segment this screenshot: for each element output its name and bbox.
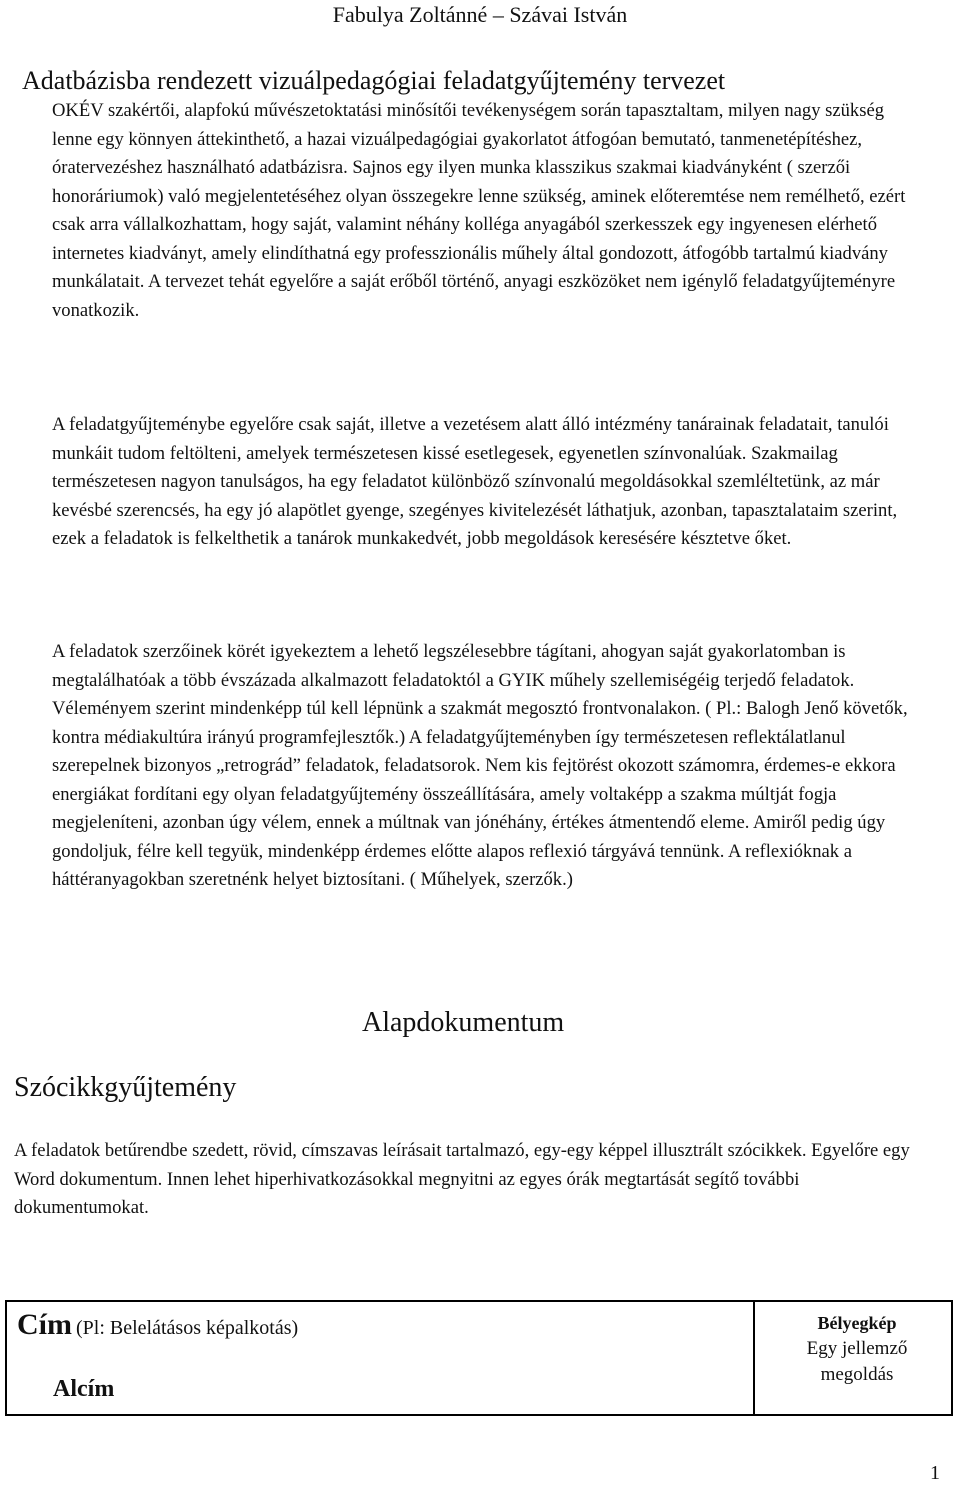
document-title: Adatbázisba rendezett vizuálpedagógiai feladatgyűjtemény tervezet xyxy=(22,66,726,95)
heading-szocikkgyujtemeny: Szócikkgyűjtemény xyxy=(14,1072,237,1103)
table-title-note: (Pl: Belelátásos képalkotás) xyxy=(76,1317,299,1339)
table-title-label: Cím xyxy=(17,1308,72,1341)
thumbnail-text-line-1: Egy jellemző xyxy=(806,1338,908,1359)
table-title-cell xyxy=(17,1308,298,1342)
table-subtitle-label: Alcím xyxy=(53,1376,115,1402)
table-thumbnail-cell xyxy=(763,1310,951,1388)
paragraph-szocikk: A feladatok betűrendbe szedett, rövid, címszavas leírásait tartalmazó, egy-egy képpel illusztrált szócikkek. Egyelőre egy Word dokumentum. Innen lehet hiperhivatkozásokkal megnyitni az egyes órák megtartását segítő további dokumentumokat. xyxy=(14,1140,910,1218)
paragraph-collection: A feladatgyűjteménybe egyelőre csak saját, illetve a vezetésem alatt álló intézmény tanárainak feladatait, tanulói munkáit tudom feltölteni, amelyek természetesen kissé esetlegesek, egyenetlen színvonalúak. Szakmailag természetesen nagyon tanulságos, ha egy feladatot különböző színvonalú megoldásokkal szemléltetünk, az már kevésbé szerencsés, ha egy jó alapötlet gyenge, szegényes kivitelezését láthatjuk, azonban, tapasztalataim szerint, ezek a feladatok is felkelthetik a tanárok munkakedvét, jobb megoldások keresésére késztetve őket. xyxy=(52,414,898,549)
paragraph-authors-scope: A feladatok szerzőinek körét igyekeztem a lehető legszélesebbre tágítani, ahogyan saját gyakorlatomban is megtalálhatóak a több évszázada alkalmazott feladatoktól a GYIK műhely szellemiségéig terjedő feladatok. Véleményem szerint mindenképp túl kell lépnünk a szakmát megosztó frontvonalakon. ( Pl.: Balogh Jenő követők, kontra médiakultúra irányú programfejlesztők.) A feladatgyűjteményben így természetesen reflektálatlanul szerepelnek bizonyos „retrográd” feladatok, feladatsorok. Nem kis fejtörést okozott számomra, érdemes-e ekkora energiákat fordítani egy olyan feladatgyűjtemény összeállítására, amely voltaképp a szakma múltját fogja megjeleníteni, azonban úgy vélem, ennek a múltnak van jónéhány, értékes átmentendő eleme. Amiről pedig úgy gondoljuk, félre kell tegyük, mindenképp érdemes előtte alapos reflexió tárgyává tennünk. A reflexióknak a háttéranyagokban szeretnénk helyet biztosítani. ( Műhelyek, szerzők.) xyxy=(52,641,908,890)
page-number: 1 xyxy=(930,1462,940,1484)
thumbnail-heading: Bélyegkép xyxy=(817,1313,897,1333)
paragraph-intro: OKÉV szakértői, alapfokú művészetoktatási minősítői tevékenységem során tapasztaltam, milyen nagy szükség lenne egy könnyen áttekinthető, a hazai vizuálpedagógiai gyakorlatot átfogóan bemutató, tanmenetépítéshez, óratervezéshez használható adatbázisra. Sajnos egy ilyen munka klasszikus szakmai kiadványként ( szerzői honoráriumok) való megjelentetéséhez olyan összegekre lenne szükség, aminek előteremtése nem remélhető, ezért csak arra vállalkozhattam, hogy saját, valamint néhány kolléga anyagából szerkesszek egy ingyenesen elérhető internetes kiadványt, amely elindíthatná egy professzionális műhely által gondozott, átfogóbb tartalmú kiadvány munkálatait. A tervezet tehát egyelőre a saját erőből történő, anyagi eszközöket nem igénylő feladatgyűjteményre vonatkozik. xyxy=(52,100,906,321)
table-column-divider xyxy=(753,1302,755,1414)
heading-alapdokumentum: Alapdokumentum xyxy=(362,1007,565,1038)
document-authors: Fabulya Zoltánné – Szávai István xyxy=(332,2,628,27)
entry-template-table xyxy=(5,1300,953,1416)
thumbnail-text-line-2: megoldás xyxy=(820,1364,894,1385)
